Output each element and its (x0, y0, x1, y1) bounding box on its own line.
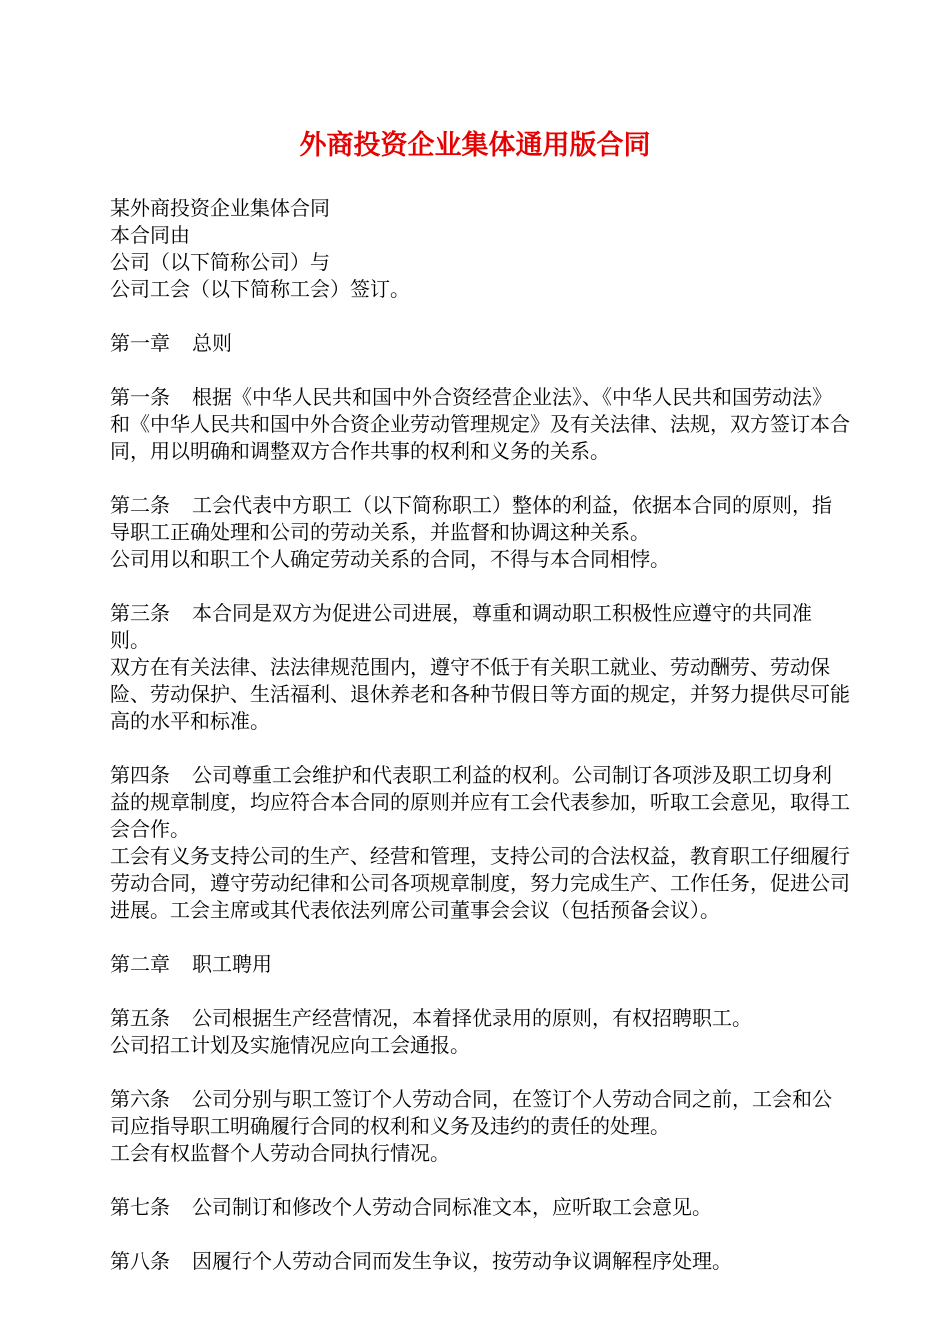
article-5-para-2: 公司招工计划及实施情况应向工会通报。 (110, 1033, 470, 1057)
article-6 (110, 1086, 850, 1140)
article-label: 第八条 (110, 1249, 170, 1273)
article-2 (110, 492, 850, 546)
chapter-label: 第一章 (110, 331, 170, 355)
article-text: 工会代表中方职工（以下简称职工）整体的利益，依据本合同的原则，指导职工正确处理和公司的劳动关系，并监督和协调这种关系。 (110, 493, 832, 544)
intro-line-3: 公司（以下简称公司）与 (110, 250, 330, 274)
article-text: 本合同是双方为促进公司进展，尊重和调动职工积极性应遵守的共同准则。 (110, 601, 812, 652)
article-label: 第二条 (110, 493, 170, 517)
article-8 (110, 1248, 850, 1275)
intro-line-4: 公司工会（以下简称工会）签订。 (110, 277, 410, 301)
article-text: 公司分别与职工签订个人劳动合同，在签订个人劳动合同之前，工会和公司应指导职工明确履行合同的权利和义务及违约的责任的处理。 (110, 1087, 832, 1138)
article-3-para-2: 双方在有关法律、法法律规范围内，遵守不低于有关职工就业、劳动酬劳、劳动保险、劳动保护、生活福利、退休养老和各种节假日等方面的规定，并努力提供尽可能高的水平和标准。 (110, 655, 850, 733)
intro-line-2: 本合同由 (110, 223, 190, 247)
article-text: 公司根据生产经营情况，本着择优录用的原则，有权招聘职工。 (192, 1006, 752, 1030)
document-body (110, 195, 850, 1275)
chapter-label: 第二章 (110, 952, 170, 976)
chapter-heading-2 (110, 951, 850, 978)
article-text: 公司尊重工会维护和代表职工利益的权利。公司制订各项涉及职工切身利益的规章制度，均应符合本合同的原则并应有工会代表参加，听取工会意见，取得工会合作。 (110, 763, 850, 841)
article-2-para-2: 公司用以和职工个人确定劳动关系的合同，不得与本合同相悖。 (110, 547, 670, 571)
document-title: 外商投资企业集体通用版合同 (299, 130, 651, 161)
article-text: 公司制订和修改个人劳动合同标准文本，应听取工会意见。 (192, 1195, 712, 1219)
article-1 (110, 384, 850, 465)
article-text: 根据《中华人民共和国中外合资经营企业法》、《中华人民共和国劳动法》和《中华人民共和国中外合资企业劳动管理规定》及有关法律、法规，双方签订本合同，用以明确和调整双方合作共事的权利和义务的关系。 (110, 385, 850, 463)
article-3 (110, 600, 850, 654)
chapter-name: 职工聘用 (192, 952, 272, 976)
article-label: 第四条 (110, 763, 170, 787)
article-6-para-2: 工会有权监督个人劳动合同执行情况。 (110, 1141, 450, 1165)
article-5 (110, 1005, 850, 1032)
article-7 (110, 1194, 850, 1221)
article-text: 因履行个人劳动合同而发生争议，按劳动争议调解程序处理。 (192, 1249, 732, 1273)
intro-line-1: 某外商投资企业集体合同 (110, 196, 330, 220)
article-label: 第七条 (110, 1195, 170, 1219)
article-label: 第三条 (110, 601, 170, 625)
article-label: 第一条 (110, 385, 170, 409)
chapter-heading-1 (110, 330, 850, 357)
article-4-para-2: 工会有义务支持公司的生产、经营和管理，支持公司的合法权益，教育职工仔细履行劳动合同，遵守劳动纪律和公司各项规章制度，努力完成生产、工作任务，促进公司进展。工会主席或其代表依法列席公司董事会会议（包括预备会议）。 (110, 844, 850, 922)
article-label: 第六条 (110, 1087, 170, 1111)
article-4 (110, 762, 850, 843)
article-label: 第五条 (110, 1006, 170, 1030)
chapter-name: 总则 (192, 331, 232, 355)
